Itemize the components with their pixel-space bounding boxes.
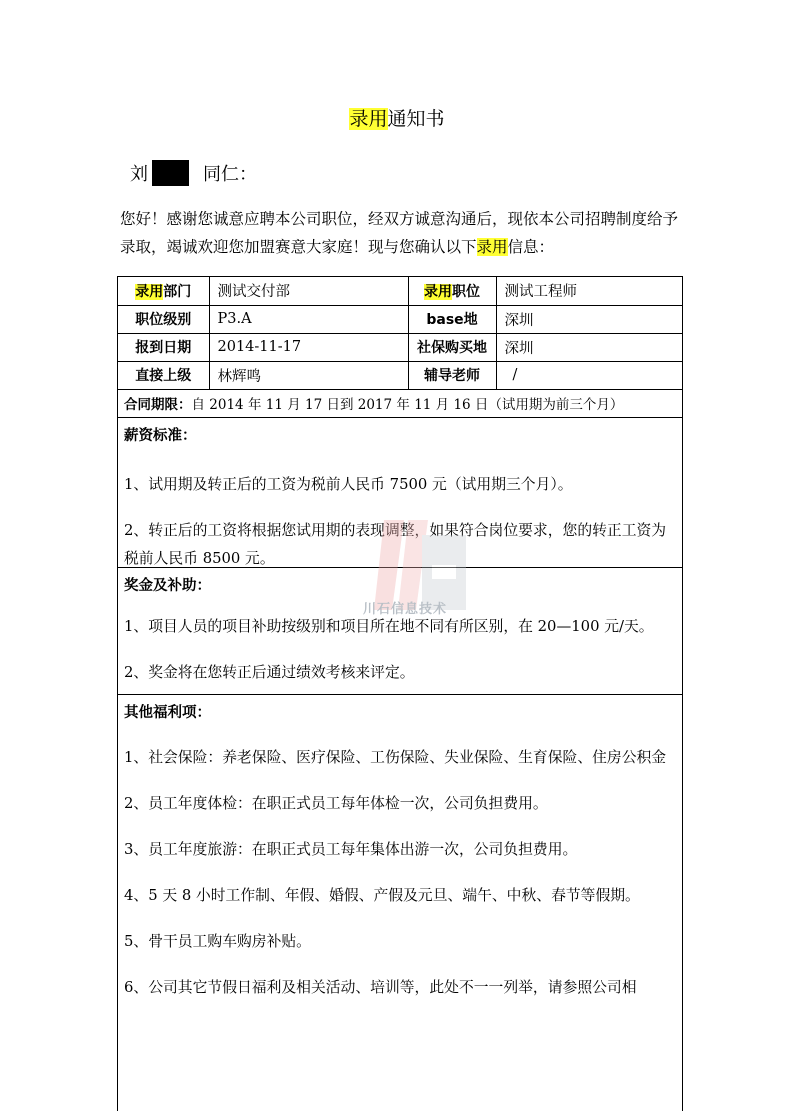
mentor-key: 辅导老师 [408,361,496,389]
intro-text-1: 您好！感谢您诚意应聘本公司职位，经双方诚意沟通后，现依本公司招聘制度给予录取，竭诚欢迎您加盟赛意大家庭！现与您确认以下 [120,210,679,256]
salary-item-1: 1、试用期及转正后的工资为税前人民币 7500 元（试用期三个月）。 [124,475,573,493]
social-key: 社保购买地 [408,333,496,361]
table-row [118,277,682,305]
intro-paragraph [120,205,686,261]
table-row [118,333,682,361]
contract-label: 合同期限： [124,397,192,413]
welfare-item-5: 5、骨干员工购车购房补贴。 [124,932,311,950]
boss-value: 林辉鸣 [209,361,408,389]
mentor-value: / [496,361,682,389]
title-highlight: 录用 [349,108,388,130]
boss-key: 直接上级 [118,361,209,389]
dept-key-rest: 部门 [163,283,192,300]
level-key: 职位级别 [118,305,209,333]
welfare-section [118,701,682,1002]
dept-value: 测试交付部 [209,277,408,305]
welfare-item-6: 6、公司其它节假日福利及相关活动、培训等，此处不一一列举，请参照公司相 [124,978,637,996]
intro-highlight: 录用 [476,238,508,256]
bonus-item-2: 2、奖金将在您转正后通过绩效考核来评定。 [124,663,415,681]
greeting-surname: 刘 [130,164,148,185]
contract-row [118,390,682,418]
table-row [118,361,682,389]
title-rest: 通知书 [387,108,445,130]
welfare-item-3: 3、员工年度旅游：在职正式员工每年集体出游一次，公司负担费用。 [124,840,578,858]
position-key [408,277,496,305]
position-key-hl: 录用 [424,283,452,300]
dept-key [118,277,209,305]
redacted-name-block [152,160,189,186]
page-title [0,104,794,131]
watermark-text: 川石信息技术 [362,602,447,617]
bonus-item-1: 1、项目人员的项目补助按级别和项目所在地不同有所区别，在 20—100 元/天。 [124,617,654,635]
position-key-rest: 职位 [452,283,480,300]
dept-key-hl: 录用 [135,283,164,300]
offer-sheet [117,276,683,1111]
contract-text: 自 2014 年 11 月 17 日到 2017 年 11 月 16 日（试用期为前三个月） [191,397,624,413]
date-key: 报到日期 [118,333,209,361]
date-value: 2014-11-17 [209,333,408,361]
salary-item-2: 2、转正后的工资将根据您试用期的表现调整，如果符合岗位要求，您的转正工资为税前人民币 8500 元。 [124,521,667,567]
salary-section [118,424,682,568]
welfare-item-4: 4、5 天 8 小时工作制、年假、婚假、产假及元旦、端午、中秋、春节等假期。 [124,886,640,904]
welfare-item-2: 2、员工年度体检：在职正式员工每年体检一次，公司负担费用。 [124,794,548,812]
base-key: base地 [408,305,496,333]
bonus-section [118,574,682,695]
greeting-suffix: 同仁： [203,164,257,185]
table-row [118,305,682,333]
bonus-heading: 奖金及补助： [124,577,211,594]
level-value: P3.A [209,305,408,333]
welfare-heading: 其他福利项： [124,704,211,721]
base-value: 深圳 [496,305,682,333]
intro-text-2: 信息： [507,238,555,256]
position-value: 测试工程师 [496,277,682,305]
salary-heading: 薪资标准： [124,427,197,444]
info-table [118,277,682,390]
greeting [130,160,257,186]
social-value: 深圳 [496,333,682,361]
welfare-item-1: 1、社会保险：养老保险、医疗保险、工伤保险、失业保险、生育保险、住房公积金 [124,748,667,766]
